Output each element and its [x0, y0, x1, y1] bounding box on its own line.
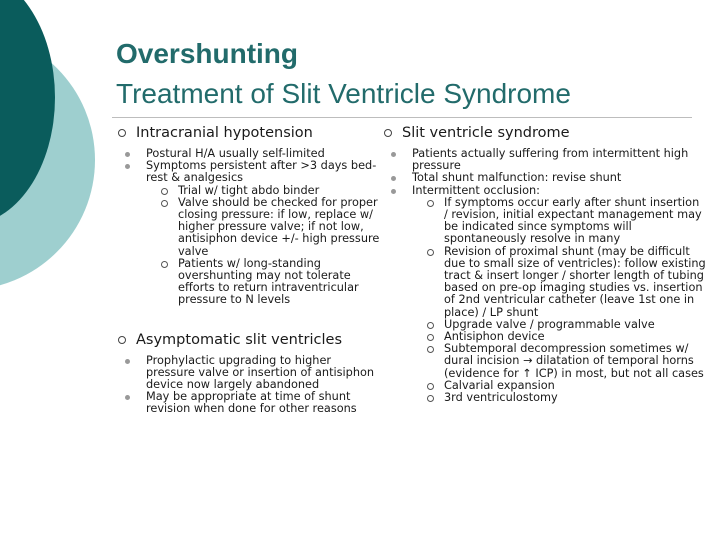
right-column — [384, 124, 706, 404]
sub-bullet-item: 3rd ventriculostomy — [384, 392, 706, 404]
sub-bullet-item: Antisiphon device — [384, 331, 706, 343]
sub-bullet-item: Revision of proximal shunt (may be difficult due to small size of ventricles): follow existing tract & insert longer / shorter length of tubing based on pre-op imaging studies vs. insertion of 2nd ventricular catheter (leave 1st one in place) / LP shunt — [384, 246, 706, 319]
bullet-item: May be appropriate at time of shunt revision when done for other reasons — [118, 391, 380, 415]
bullet-item: Postural H/A usually self-limited — [118, 148, 380, 160]
title-line-1: Overshunting — [116, 38, 299, 69]
sub-bullet-item: Patients w/ long-standing overshunting may not tolerate efforts to return intraventricular pressure to N levels — [118, 258, 380, 307]
bullet-item: Prophylactic upgrading to higher pressure valve or insertion of antisiphon device now largely abandoned — [118, 355, 380, 392]
bullet-item: Symptoms persistent after >3 days bed-rest & analgesics — [118, 160, 380, 184]
bullet-item: Patients actually suffering from intermittent high pressure — [384, 148, 706, 172]
bullet-item: Total shunt malfunction: revise shunt — [384, 172, 706, 184]
sub-bullet-item: Calvarial expansion — [384, 380, 706, 392]
title-divider — [112, 117, 692, 118]
sub-bullet-item: If symptoms occur early after shunt insertion / revision, initial expectant management may be indicated since symptoms will spontaneously resolve in many — [384, 197, 706, 246]
sub-bullet-item: Trial w/ tight abdo binder — [118, 185, 380, 197]
left-column — [118, 124, 380, 416]
sub-bullet-item: Valve should be checked for proper closing pressure: if low, replace w/ higher pressure valve; if not low, antisiphon device +/- high pressure valve — [118, 197, 380, 258]
bullet-item: Intermittent occlusion: — [384, 185, 706, 197]
slide-title — [116, 34, 571, 114]
title-line-2: Treatment of Slit Ventricle Syndrome — [116, 78, 571, 109]
sub-bullet-item: Upgrade valve / programmable valve — [384, 319, 706, 331]
bullet-heading: Slit ventricle syndrome — [384, 124, 706, 142]
sub-bullet-item: Subtemporal decompression sometimes w/ dural incision → dilatation of temporal horns (evidence for ↑ ICP) in most, but not all cases — [384, 343, 706, 380]
bullet-heading: Asymptomatic slit ventricles — [118, 331, 380, 349]
bullet-heading: Intracranial hypotension — [118, 124, 380, 142]
